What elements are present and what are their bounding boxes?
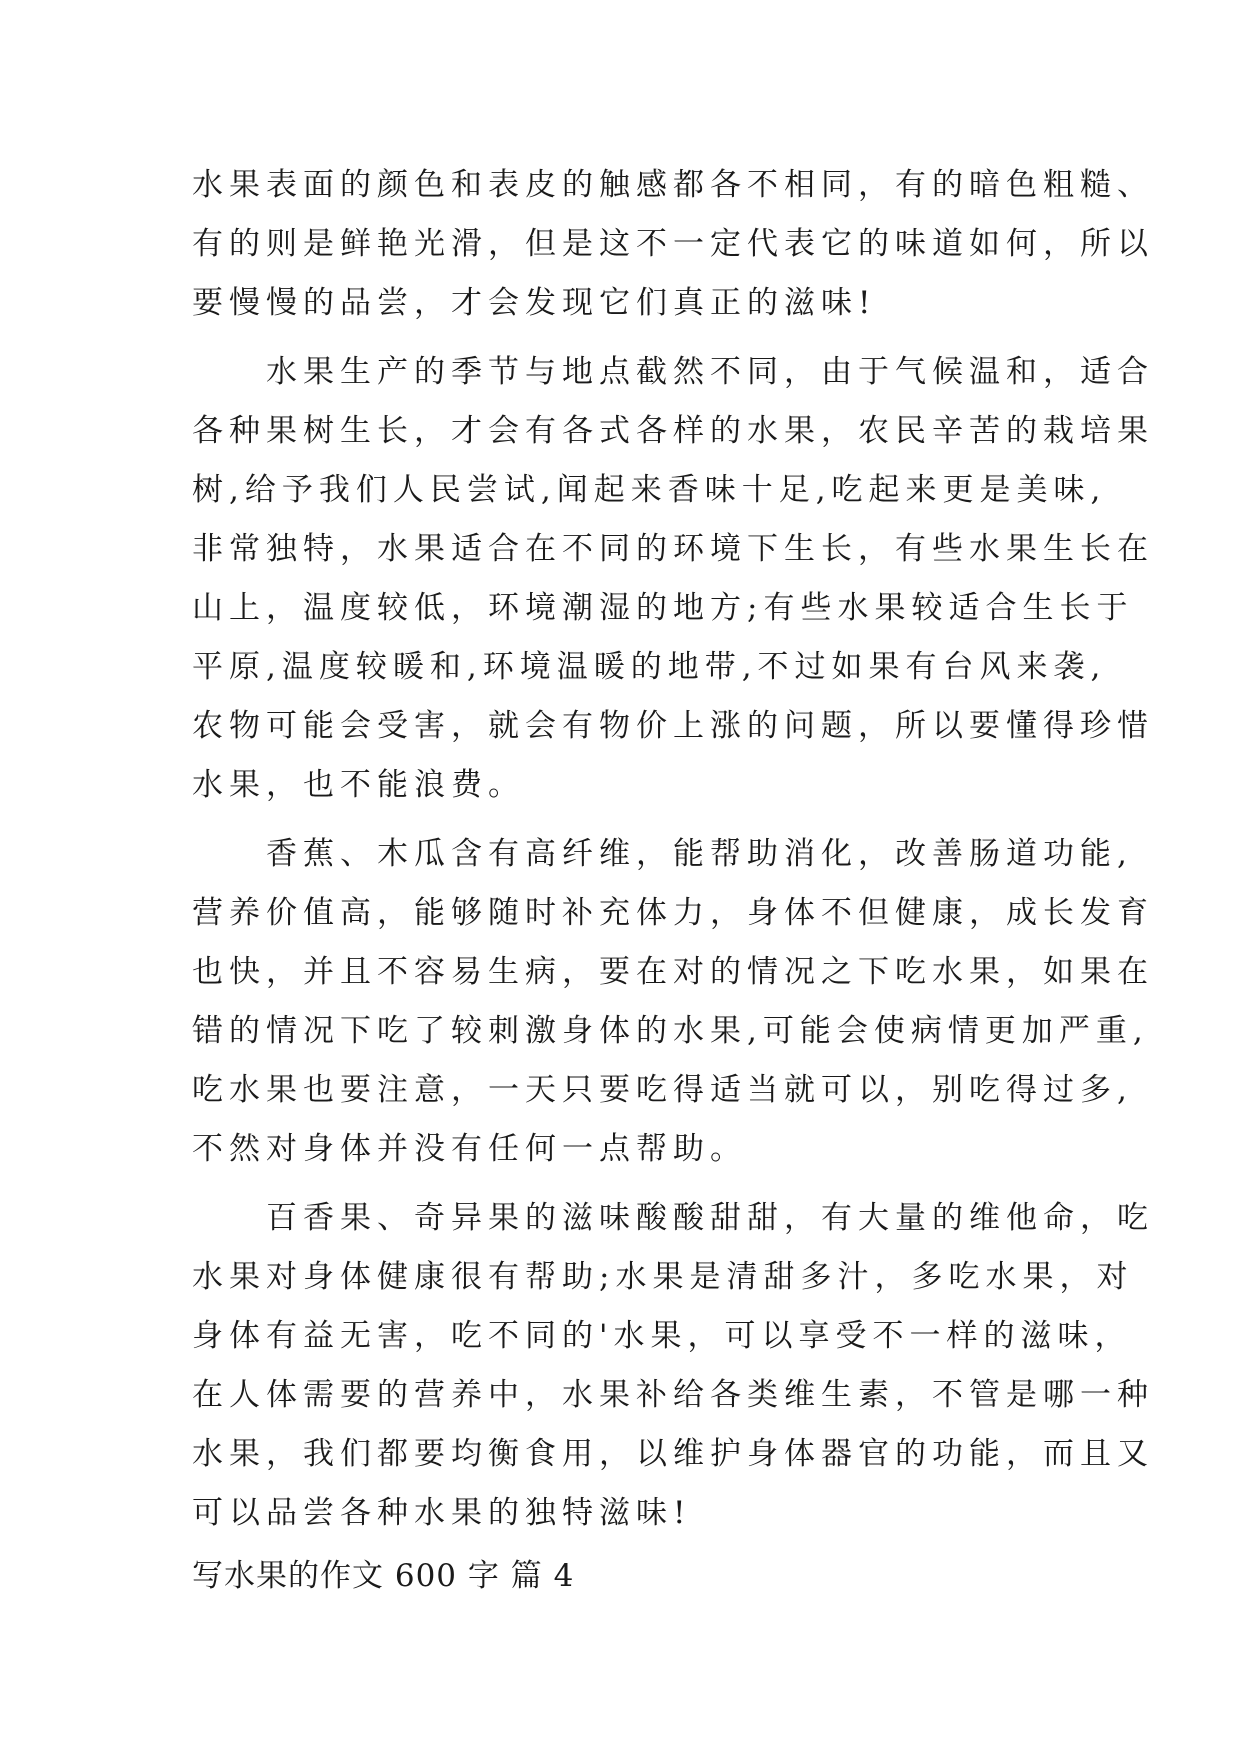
text-line: 身体有益无害，吃不同的'水果，可以享受不一样的滋味， [192,1318,1132,1354]
text-line: 可以品尝各种水果的独特滋味! [192,1495,692,1531]
text-line: 水果对身体健康很有帮助;水果是清甜多汁，多吃水果，对 [192,1259,1134,1295]
paragraph-2 [192,343,1154,815]
text-line: 百香果、奇异果的滋味酸酸甜甜，有大量的维他命，吃 [192,1200,1154,1236]
text-line: 山上，温度较低，环境潮湿的地方;有些水果较适合生长于 [192,590,1134,626]
text-line: 树,给予我们人民尝试,闻起来香味十足,吃起来更是美味, [192,472,1107,508]
text-line: 平原,温度较暖和,环境温暖的地带,不过如果有台风来袭, [192,649,1107,685]
text-line: 在人体需要的营养中，水果补给各类维生素，不管是哪一种 [192,1377,1154,1413]
text-line: 水果，我们都要均衡食用，以维护身体器官的功能，而且又 [192,1436,1154,1472]
text-line: 水果生产的季节与地点截然不同，由于气候温和，适合 [192,354,1154,390]
paragraph-3 [192,825,1154,1179]
text-line: 各种果树生长，才会有各式各样的水果，农民辛苦的栽培果 [192,413,1154,449]
text-line: 有的则是鲜艳光滑，但是这不一定代表它的味道如何，所以 [192,226,1154,262]
text-line: 香蕉、木瓜含有高纤维，能帮助消化，改善肠道功能, [192,836,1133,872]
text-line: 不然对身体并没有任何一点帮助。 [192,1131,747,1167]
document-body [192,156,1154,1606]
text-line: 吃水果也要注意，一天只要吃得适当就可以，别吃得过多, [192,1072,1133,1108]
paragraph-1 [192,156,1154,333]
text-line: 错的情况下吃了较刺激身体的水果,可能会使病情更加严重, [192,1013,1149,1049]
text-line: 非常独特，水果适合在不同的环境下生长，有些水果生长在 [192,531,1154,567]
section-heading: 写水果的作文 600 字 篇 4 [192,1558,575,1594]
text-line: 营养价值高，能够随时补充体力，身体不但健康，成长发育 [192,895,1154,931]
paragraph-4 [192,1189,1154,1543]
text-line: 农物可能会受害，就会有物价上涨的问题，所以要懂得珍惜 [192,708,1154,744]
text-line: 水果，也不能浪费。 [192,767,525,803]
text-line: 水果表面的颜色和表皮的触感都各不相同，有的暗色粗糙、 [192,167,1154,203]
text-line: 也快，并且不容易生病，要在对的情况之下吃水果，如果在 [192,954,1154,990]
text-line: 要慢慢的品尝，才会发现它们真正的滋味! [192,285,877,321]
